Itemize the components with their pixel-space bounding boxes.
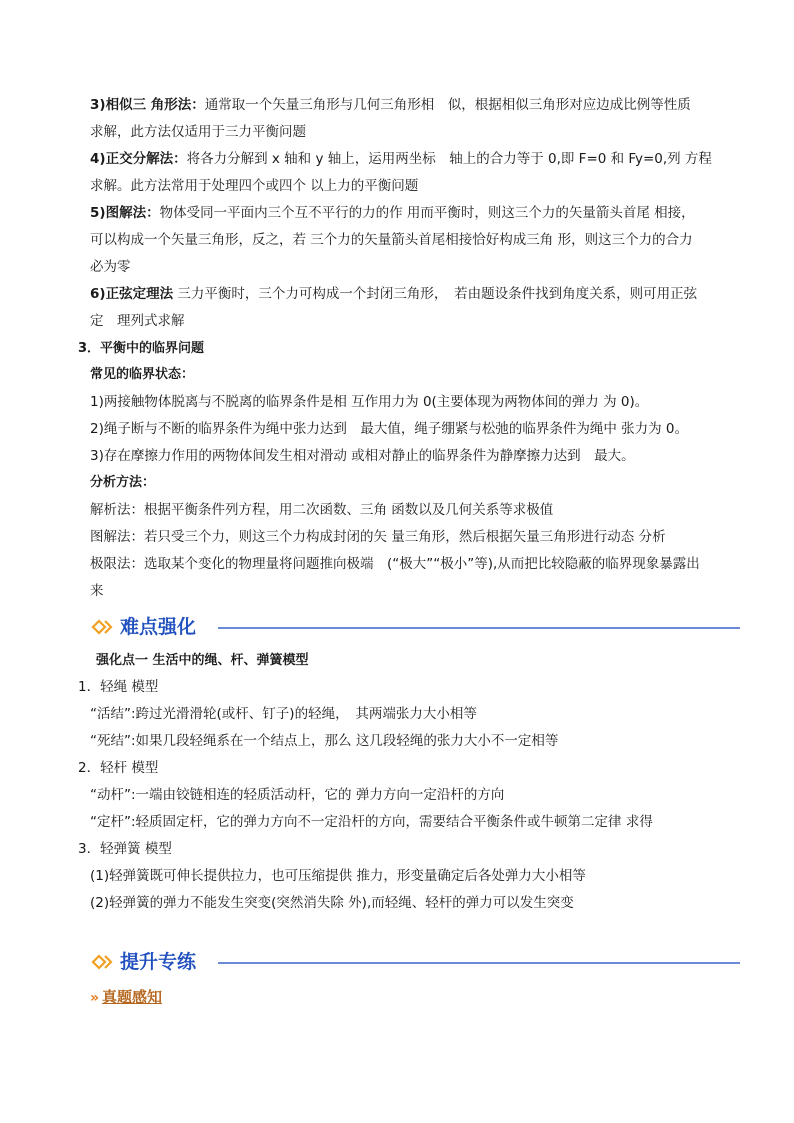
model-2-a: “动杆”:一端由铰链相连的轻质活动杆，它的 弹力方向一定沿杆的方向 [90, 787, 505, 803]
method-4-label: 4)正交分解法： [90, 151, 187, 167]
method-6-label: 6)正弦定理法 [90, 286, 174, 302]
section-3-method-3-cont: 来 [90, 583, 104, 599]
method-5-label: 5)图解法： [90, 205, 160, 221]
section-3-method-3: 极限法：选取某个变化的物理量将问题推向极端 (“极大”“极小”等),从而把比较隐蔽的临界现象暴露出 [90, 556, 700, 572]
diamond-chevron-icon [90, 616, 116, 638]
section-3-sub1: 常见的临界状态： [90, 367, 195, 382]
method-4 [90, 149, 712, 169]
model-2-title: 2．轻杆 模型 [78, 760, 159, 776]
method-6 [90, 284, 697, 304]
model-1-b: “死结”:如果几段轻绳系在一个结点上，那么 这几段轻绳的张力大小不一定相等 [90, 733, 559, 749]
banner-difficulty-title: 难点强化 [120, 616, 197, 638]
banner-practice [90, 947, 740, 977]
method-5-text: 物体受同一平面内三个互不平行的力的作 用而平衡时，则这三个力的矢量箭头首尾 相接， [159, 205, 695, 221]
diamond-chevron-icon [90, 951, 116, 973]
double-chevron-icon: » [90, 990, 100, 1006]
method-5 [90, 203, 695, 223]
method-3-text: 通常取一个矢量三角形与几何三角形相 似，根据相似三角形对应边成比例等性质 [204, 97, 691, 113]
method-3-cont: 求解，此方法仅适用于三力平衡问题 [90, 124, 306, 140]
real-questions-link[interactable] [90, 986, 162, 1007]
section-3-method-1: 解析法：根据平衡条件列方程，用二次函数、三角 函数以及几何关系等求极值 [90, 502, 554, 518]
banner-difficulty [90, 612, 740, 642]
method-3-label: 3)相似三 角形法： [90, 97, 205, 113]
section-3-item-2: 2)绳子断与不断的临界条件为绳中张力达到 最大值，绳子绷紧与松弛的临界条件为绳中 张力为 0。 [90, 421, 689, 437]
method-6-cont: 定 理列式求解 [90, 313, 185, 329]
strengthen-point-title: 强化点一 生活中的绳、杆、弹簧模型 [96, 653, 309, 668]
banner-rule [218, 962, 740, 964]
method-4-cont: 求解。此方法常用于处理四个或四个 以上力的平衡问题 [90, 178, 419, 194]
banner-rule [218, 627, 740, 629]
model-2-b: “定杆”:轻质固定杆，它的弹力方向不一定沿杆的方向，需要结合平衡条件或牛顿第二定律 求得 [90, 814, 653, 830]
method-5-cont2: 必为零 [90, 259, 131, 275]
method-4-text: 将各力分解到 x 轴和 y 轴上，运用两坐标 轴上的合力等于 0,即 F=0 和 Fy=0,列 方程 [186, 151, 712, 167]
model-1-title: 1．轻绳 模型 [78, 679, 159, 695]
section-3-sub2: 分析方法： [90, 475, 156, 490]
model-3-title: 3．轻弹簧 模型 [78, 841, 172, 857]
method-3 [90, 95, 691, 115]
banner-practice-title: 提升专练 [120, 951, 197, 973]
real-questions-label: 真题感知 [102, 988, 163, 1006]
method-6-text: 三力平衡时，三个力可构成一个封闭三角形， 若由题设条件找到角度关系，则可用正弦 [173, 286, 698, 302]
model-3-a: (1)轻弹簧既可伸长提供拉力，也可压缩提供 推力，形变量确定后各处弹力大小相等 [90, 868, 586, 884]
method-5-cont1: 可以构成一个矢量三角形，反之，若 三个力的矢量箭头首尾相接恰好构成三角 形，则这三个力的合力 [90, 232, 693, 248]
model-1-a: “活结”:跨过光滑滑轮(或杆、钉子)的轻绳， 其两端张力大小相等 [90, 706, 477, 722]
section-3-item-1: 1)两接触物体脱离与不脱离的临界条件是相 互作用力为 0(主要体现为两物体间的弹力 为 0)。 [90, 394, 649, 410]
section-3-title: 3．平衡中的临界问题 [78, 341, 205, 356]
model-3-b: (2)轻弹簧的弹力不能发生突变(突然消失除 外),而轻绳、轻杆的弹力可以发生突变 [90, 895, 574, 911]
section-3-item-3: 3)存在摩擦力作用的两物体间发生相对滑动 或相对静止的临界条件为静摩擦力达到 最大。 [90, 448, 635, 464]
section-3-method-2: 图解法：若只受三个力，则这三个力构成封闭的矢 量三角形，然后根据矢量三角形进行动态 分析 [90, 529, 666, 545]
